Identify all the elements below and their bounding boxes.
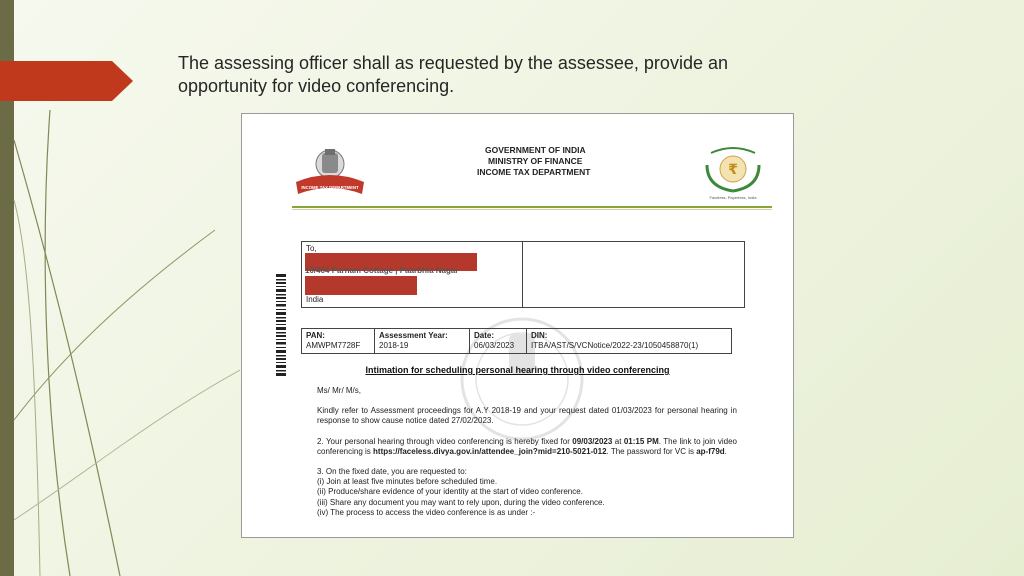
address-partial-line: 10/404 Parnam Cottage | Paarbhia Nagar [305, 266, 459, 275]
notice-info-table [301, 328, 732, 354]
letter-body [317, 386, 737, 528]
paragraph-2 [317, 437, 737, 457]
date-value: 06/03/2023 [474, 341, 515, 350]
pan-label: PAN: [306, 331, 325, 340]
hearing-time: 01:15 PM [623, 436, 659, 446]
letterhead-rule [292, 206, 772, 208]
din-value: ITBA/AST/S/VCNotice/2022-23/1050458870(1) [531, 341, 699, 350]
income-tax-emblem-icon [292, 144, 368, 200]
letterhead-line3: INCOME TAX DEPARTMENT [477, 167, 591, 177]
deco-line-3 [14, 230, 215, 420]
pan-value: AMWPM7728F [306, 341, 361, 350]
assessment-year-value: 2018-19 [379, 341, 409, 350]
notice-document [241, 113, 794, 538]
letterhead-text [442, 145, 642, 178]
faceless-logo-icon [697, 141, 769, 201]
address-to: To, [306, 244, 317, 253]
letterhead-line1: GOVERNMENT OF INDIA [485, 145, 586, 155]
salutation: Ms/ Mr/ M/s, [317, 386, 361, 395]
deco-line-4 [14, 200, 40, 576]
paragraph-1 [317, 406, 737, 426]
info-row [302, 329, 732, 354]
date-label: Date: [474, 331, 495, 340]
address-country: India [306, 295, 324, 304]
hearing-date: 09/03/2023 [572, 436, 613, 446]
paragraph-3 [317, 467, 737, 518]
right-logo-text: Faceless, Paperless, India [709, 195, 757, 200]
para2-text-d: . The password for VC is [606, 446, 697, 456]
para3-item-iii: (iii) Share any document you may want to rely upon, during the video conference. [317, 497, 605, 507]
address-divider [522, 242, 523, 307]
para2-text-a: 2. Your personal hearing through video conferencing is hereby fixed for [317, 436, 573, 446]
para1-request-date: 01/03/2023 [611, 406, 652, 416]
date-cell [470, 329, 527, 354]
din-cell [527, 329, 732, 354]
para2-text-b: at [612, 436, 624, 446]
left-logo-text: INCOME TAX DEPARTMENT [301, 185, 359, 190]
para2-text-e: . [724, 446, 727, 456]
assessment-year-label: Assessment Year: [379, 331, 448, 340]
svg-text:₹: ₹ [728, 162, 738, 178]
vc-password: ap-f79d [696, 446, 725, 456]
para3-item-i: (i) Join at least five minutes before scheduled time. [317, 477, 498, 487]
para3-item-ii: (ii) Produce/share evidence of your identity at the start of video conference. [317, 487, 583, 497]
notice-title: Intimation for scheduling personal hearing through video conferencing [365, 365, 670, 375]
vc-link[interactable]: https://faceless.divya.gov.in/attendee_join?mid=210-5021-012 [373, 446, 607, 456]
title-arrow-shape [0, 61, 133, 101]
para3-intro: 3. On the fixed date, you are requested to: [317, 467, 467, 477]
deco-line-5 [14, 370, 240, 520]
pan-cell [302, 329, 375, 354]
para1-notice-date: 27/02/2023 [451, 416, 492, 426]
para1-text-b: for personal hearing in response to show cause notice dated [317, 406, 738, 426]
redaction-block-2 [305, 276, 417, 295]
letterhead-rule-thin [292, 209, 772, 210]
address-box [301, 241, 745, 308]
din-label: DIN: [531, 331, 548, 340]
para3-item-iv: (iv) The process to access the video conference is as under :- [317, 507, 536, 517]
slide-heading: The assessing officer shall as requested by the assessee, provide an opportunity for video conferencing. [178, 53, 728, 96]
deco-line-2 [45, 110, 70, 576]
para2-text-c: . The link to join video conferencing is [317, 436, 737, 456]
letterhead-line2: MINISTRY OF FINANCE [488, 156, 583, 166]
para1-text-a: Kindly refer to Assessment proceedings for A.Y 2018-19 and your request dated [317, 406, 612, 416]
assessment-year-cell [375, 329, 470, 354]
para1-text-c: . [491, 416, 494, 426]
barcode-icon [276, 274, 286, 376]
